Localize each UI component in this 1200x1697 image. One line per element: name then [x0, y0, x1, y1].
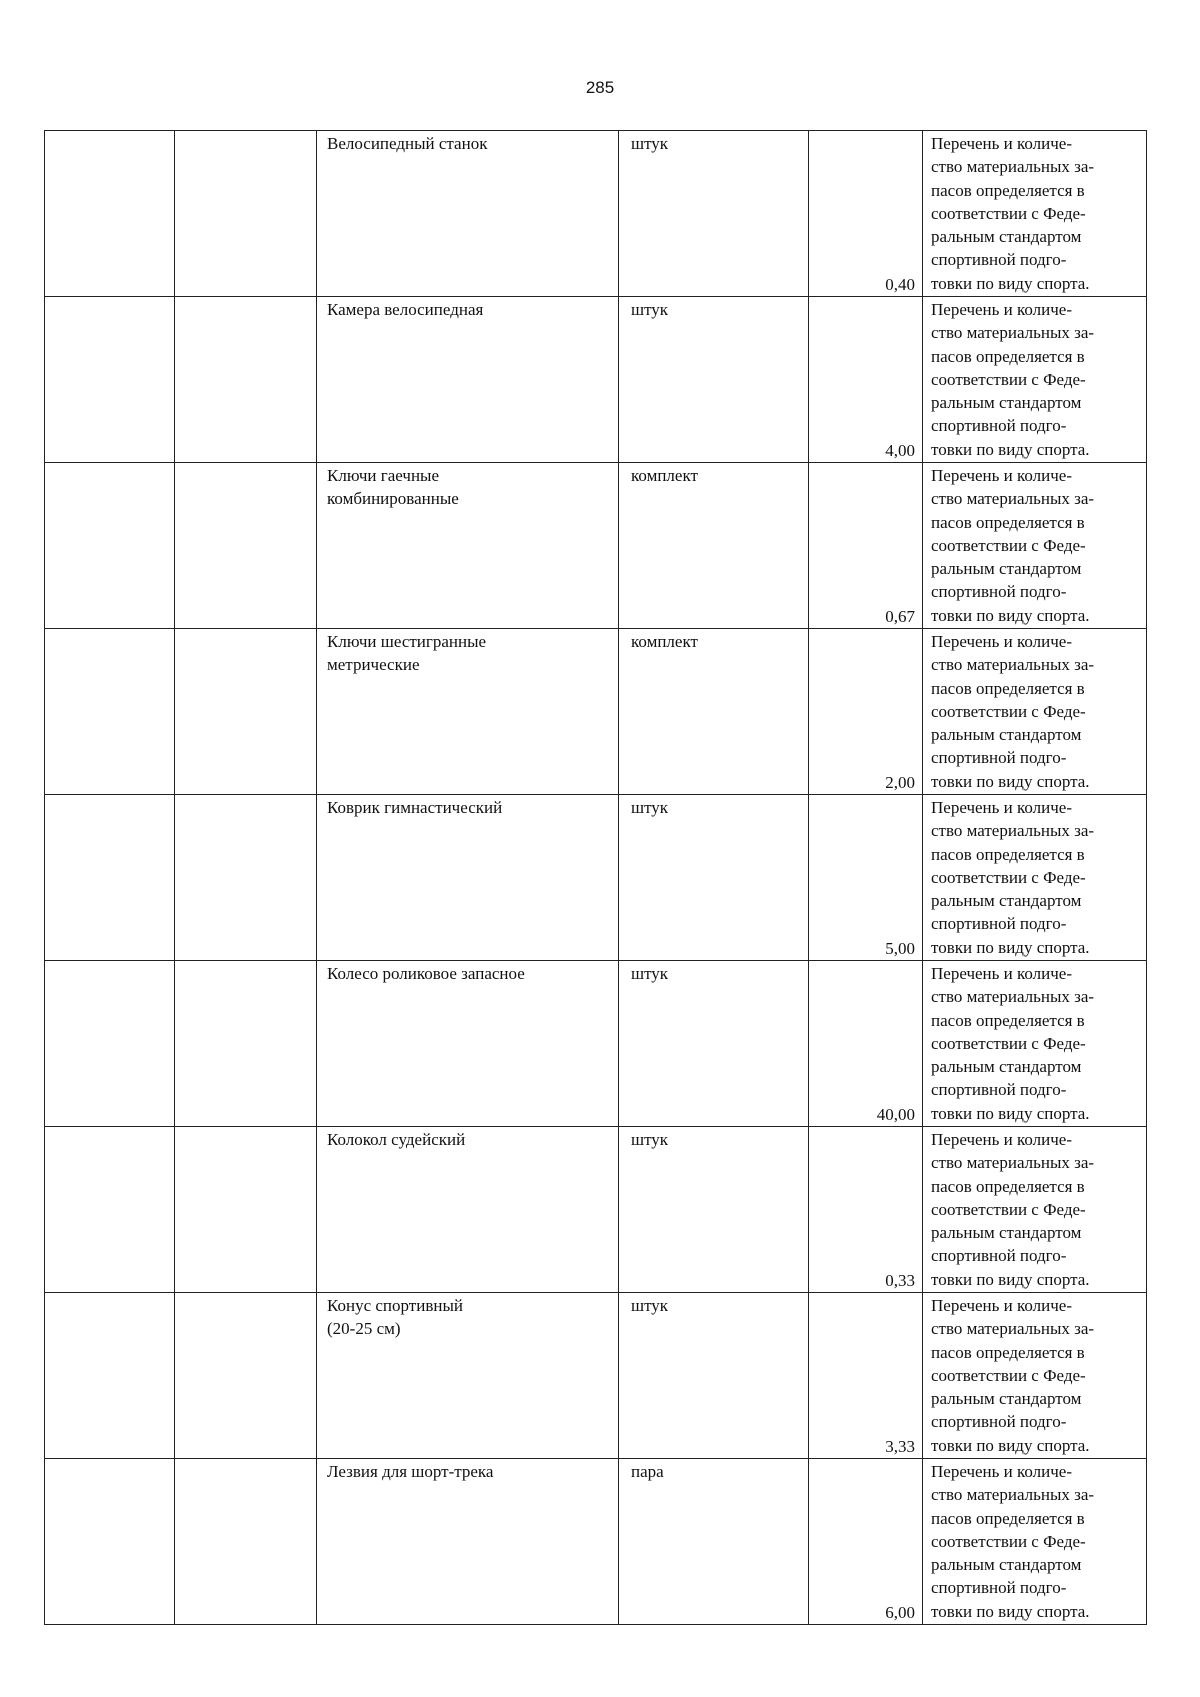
note-cell: [923, 629, 1147, 795]
note-line: пасов определяется в: [931, 180, 1085, 200]
table-row: [45, 131, 1147, 297]
note-cell: [923, 795, 1147, 961]
unit-cell: штук: [619, 961, 809, 1127]
note-line: товки по виду спорта.: [931, 605, 1090, 625]
note-line: Перечень и количе-: [931, 1130, 1072, 1149]
item-name: Конус спортивный (20-25 см): [327, 1296, 463, 1339]
note-line: товки по виду спорта.: [931, 273, 1090, 293]
unit-cell: штук: [619, 1127, 809, 1293]
note-line: ство материальных за-: [931, 489, 1095, 509]
note-line: пасов определяется в: [931, 1508, 1085, 1528]
item-name-cell: [317, 629, 619, 795]
note-line: спортивной подго-: [931, 1246, 1067, 1266]
note-line: товки по виду спорта.: [931, 1601, 1090, 1621]
item-name: Колесо роликовое запасное: [327, 964, 525, 983]
page-number: 285: [585, 78, 615, 97]
item-name: Коврик гимнастический: [327, 798, 503, 817]
note-cell: [923, 961, 1147, 1127]
table-row: [45, 297, 1147, 463]
blank-cell-1: [45, 961, 175, 1127]
item-name: Камера велосипедная: [327, 300, 484, 319]
note-line: соответствии с Феде-: [931, 1531, 1086, 1551]
table-row: [45, 1459, 1147, 1625]
note-line: соответствии с Феде-: [931, 369, 1086, 389]
blank-cell-2: [175, 463, 317, 629]
note-line: пасов определяется в: [931, 346, 1085, 366]
quantity-cell: 0,33: [809, 1127, 923, 1293]
note-line: соответствии с Феде-: [931, 535, 1086, 555]
unit-cell: пара: [619, 1459, 809, 1625]
note-line: спортивной подго-: [931, 1578, 1067, 1598]
note-line: товки по виду спорта.: [931, 1435, 1090, 1455]
note-line: ральным стандартом: [931, 227, 1082, 247]
table-row: [45, 1293, 1147, 1459]
quantity-cell: 0,67: [809, 463, 923, 629]
table-row: [45, 795, 1147, 961]
item-name-cell: [317, 131, 619, 297]
unit-cell: комплект: [619, 629, 809, 795]
note-line: ство материальных за-: [931, 987, 1095, 1007]
note-line: Перечень и количе-: [931, 1462, 1072, 1481]
blank-cell-2: [175, 297, 317, 463]
note-cell: [923, 463, 1147, 629]
blank-cell-1: [45, 463, 175, 629]
note-line: ство материальных за-: [931, 1319, 1095, 1339]
quantity-cell: 6,00: [809, 1459, 923, 1625]
blank-cell-1: [45, 1127, 175, 1293]
note-line: ство материальных за-: [931, 323, 1095, 343]
item-name-cell: [317, 1127, 619, 1293]
note-line: Перечень и количе-: [931, 632, 1072, 651]
note-line: ство материальных за-: [931, 821, 1095, 841]
note-line: ство материальных за-: [931, 1153, 1095, 1173]
note-line: Перечень и количе-: [931, 964, 1072, 983]
blank-cell-2: [175, 1459, 317, 1625]
note-line: ральным стандартом: [931, 891, 1082, 911]
item-name-cell: [317, 795, 619, 961]
note-line: товки по виду спорта.: [931, 771, 1090, 791]
note-line: ральным стандартом: [931, 1057, 1082, 1077]
item-name: Лезвия для шорт-трека: [327, 1462, 494, 1481]
note-line: соответствии с Феде-: [931, 1033, 1086, 1053]
note-line: соответствии с Феде-: [931, 701, 1086, 721]
note-line: Перечень и количе-: [931, 300, 1072, 319]
note-line: спортивной подго-: [931, 748, 1067, 768]
note-line: спортивной подго-: [931, 416, 1067, 436]
note-line: ральным стандартом: [931, 1389, 1082, 1409]
note-line: Перечень и количе-: [931, 466, 1072, 485]
table-row: [45, 629, 1147, 795]
item-name: Колокол судейский: [327, 1130, 466, 1149]
note-line: спортивной подго-: [931, 1412, 1067, 1432]
table-row: [45, 961, 1147, 1127]
note-line: пасов определяется в: [931, 1342, 1085, 1362]
blank-cell-2: [175, 131, 317, 297]
unit-cell: штук: [619, 1293, 809, 1459]
blank-cell-1: [45, 629, 175, 795]
note-line: ральным стандартом: [931, 725, 1082, 745]
note-line: соответствии с Феде-: [931, 867, 1086, 887]
note-line: ральным стандартом: [931, 393, 1082, 413]
item-name: Ключи гаечные комбинированные: [327, 466, 459, 509]
blank-cell-2: [175, 1127, 317, 1293]
materials-table-body: [45, 131, 1147, 1625]
note-line: Перечень и количе-: [931, 1296, 1072, 1315]
blank-cell-1: [45, 297, 175, 463]
note-line: соответствии с Феде-: [931, 203, 1086, 223]
item-name-cell: [317, 297, 619, 463]
blank-cell-2: [175, 961, 317, 1127]
note-line: ство материальных за-: [931, 1485, 1095, 1505]
note-cell: [923, 1459, 1147, 1625]
note-line: товки по виду спорта.: [931, 1269, 1090, 1289]
quantity-cell: 2,00: [809, 629, 923, 795]
item-name: Ключи шестигранные метрические: [327, 632, 487, 675]
item-name-cell: [317, 463, 619, 629]
quantity-cell: 0,40: [809, 131, 923, 297]
quantity-cell: 40,00: [809, 961, 923, 1127]
note-line: спортивной подго-: [931, 582, 1067, 602]
note-line: соответствии с Феде-: [931, 1199, 1086, 1219]
item-name-cell: [317, 961, 619, 1127]
quantity-cell: 3,33: [809, 1293, 923, 1459]
note-line: товки по виду спорта.: [931, 937, 1090, 957]
note-line: спортивной подго-: [931, 250, 1067, 270]
blank-cell-2: [175, 795, 317, 961]
note-cell: [923, 297, 1147, 463]
note-line: товки по виду спорта.: [931, 1103, 1090, 1123]
blank-cell-2: [175, 1293, 317, 1459]
blank-cell-2: [175, 629, 317, 795]
note-cell: [923, 1127, 1147, 1293]
blank-cell-1: [45, 1459, 175, 1625]
materials-table: [44, 130, 1147, 1625]
note-line: ство материальных за-: [931, 157, 1095, 177]
blank-cell-1: [45, 795, 175, 961]
quantity-cell: 5,00: [809, 795, 923, 961]
note-line: ральным стандартом: [931, 1223, 1082, 1243]
note-line: спортивной подго-: [931, 1080, 1067, 1100]
blank-cell-1: [45, 1293, 175, 1459]
blank-cell-1: [45, 131, 175, 297]
note-line: ральным стандартом: [931, 559, 1082, 579]
note-line: товки по виду спорта.: [931, 439, 1090, 459]
item-name-cell: [317, 1459, 619, 1625]
unit-cell: штук: [619, 131, 809, 297]
note-line: пасов определяется в: [931, 1176, 1085, 1196]
unit-cell: комплект: [619, 463, 809, 629]
note-line: пасов определяется в: [931, 678, 1085, 698]
item-name: Велосипедный станок: [327, 134, 488, 153]
item-name-cell: [317, 1293, 619, 1459]
note-line: Перечень и количе-: [931, 798, 1072, 817]
note-line: ральным стандартом: [931, 1555, 1082, 1575]
note-cell: [923, 1293, 1147, 1459]
note-line: спортивной подго-: [931, 914, 1067, 934]
note-line: пасов определяется в: [931, 844, 1085, 864]
note-line: пасов определяется в: [931, 1010, 1085, 1030]
table-row: [45, 1127, 1147, 1293]
note-line: Перечень и количе-: [931, 134, 1072, 153]
note-line: пасов определяется в: [931, 512, 1085, 532]
unit-cell: штук: [619, 795, 809, 961]
note-line: соответствии с Феде-: [931, 1365, 1086, 1385]
unit-cell: штук: [619, 297, 809, 463]
note-cell: [923, 131, 1147, 297]
table-row: [45, 463, 1147, 629]
quantity-cell: 4,00: [809, 297, 923, 463]
note-line: ство материальных за-: [931, 655, 1095, 675]
